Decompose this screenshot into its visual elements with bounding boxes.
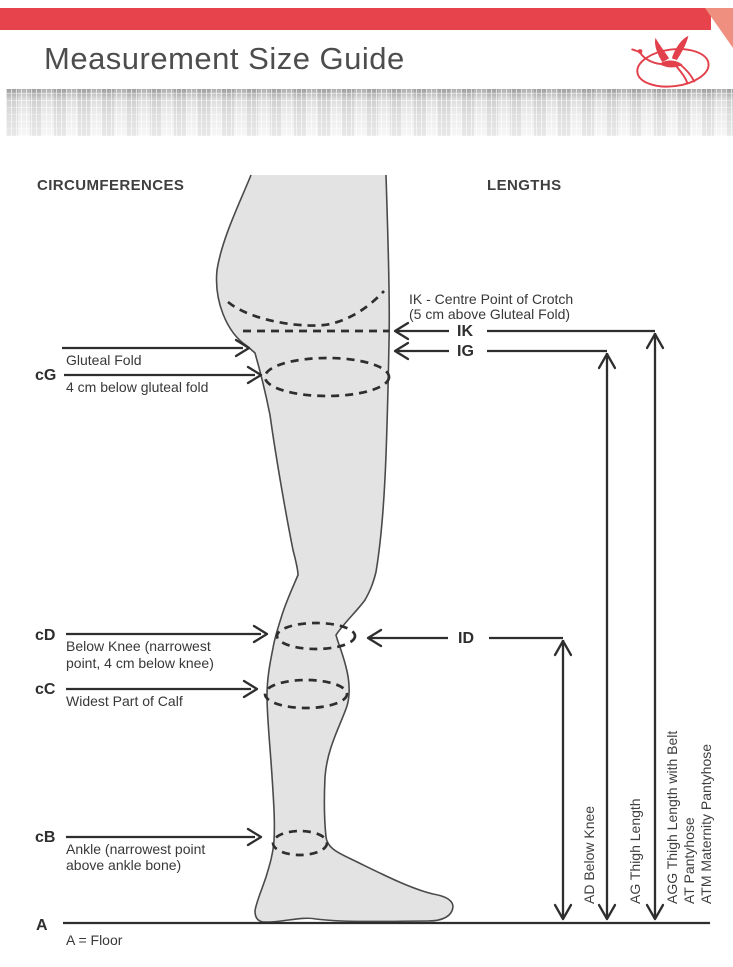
cc-code: cC	[35, 681, 56, 698]
crotch-note-line2: (5 cm above Gluteal Fold)	[409, 306, 571, 322]
cd-label-line1: Below Knee (narrowest	[66, 638, 211, 654]
cb-label-line1: Ankle (narrowest point	[66, 841, 206, 857]
ig-code: IG	[457, 343, 474, 360]
ad-label: AD Below Knee	[581, 805, 597, 904]
cd-code: cD	[35, 627, 56, 644]
crane-bird-logo-icon	[630, 33, 712, 93]
at-label: AT Pantyhose	[681, 817, 697, 904]
cg-code: cG	[35, 367, 57, 384]
cb-label-line2: above ankle bone)	[66, 857, 182, 873]
ik-code: IK	[457, 323, 473, 340]
cc-label: Widest Part of Calf	[66, 693, 183, 709]
floor-label: A = Floor	[66, 932, 123, 948]
leg-silhouette	[217, 175, 453, 922]
cg-label: 4 cm below gluteal fold	[66, 379, 209, 395]
atm-label: ATM Maternity Pantyhose	[698, 743, 714, 904]
gluteal-fold-label: Gluteal Fold	[66, 352, 142, 368]
cd-label-line2: point, 4 cm below knee)	[66, 655, 214, 671]
decorative-plaid-band	[6, 89, 733, 136]
lengths-heading: LENGTHS	[487, 177, 562, 194]
id-code: ID	[458, 630, 474, 647]
ag-label: AG Thigh Length	[627, 798, 643, 904]
header-red-bar	[0, 8, 711, 30]
cb-code: cB	[35, 829, 56, 846]
circumferences-heading: CIRCUMFERENCES	[37, 177, 185, 194]
floor-code: A	[36, 917, 48, 934]
crotch-note-line1: IK - Centre Point of Crotch	[409, 291, 574, 307]
agg-label: AGG Thigh Length with Belt	[664, 730, 680, 904]
page-title: Measurement Size Guide	[44, 41, 405, 76]
